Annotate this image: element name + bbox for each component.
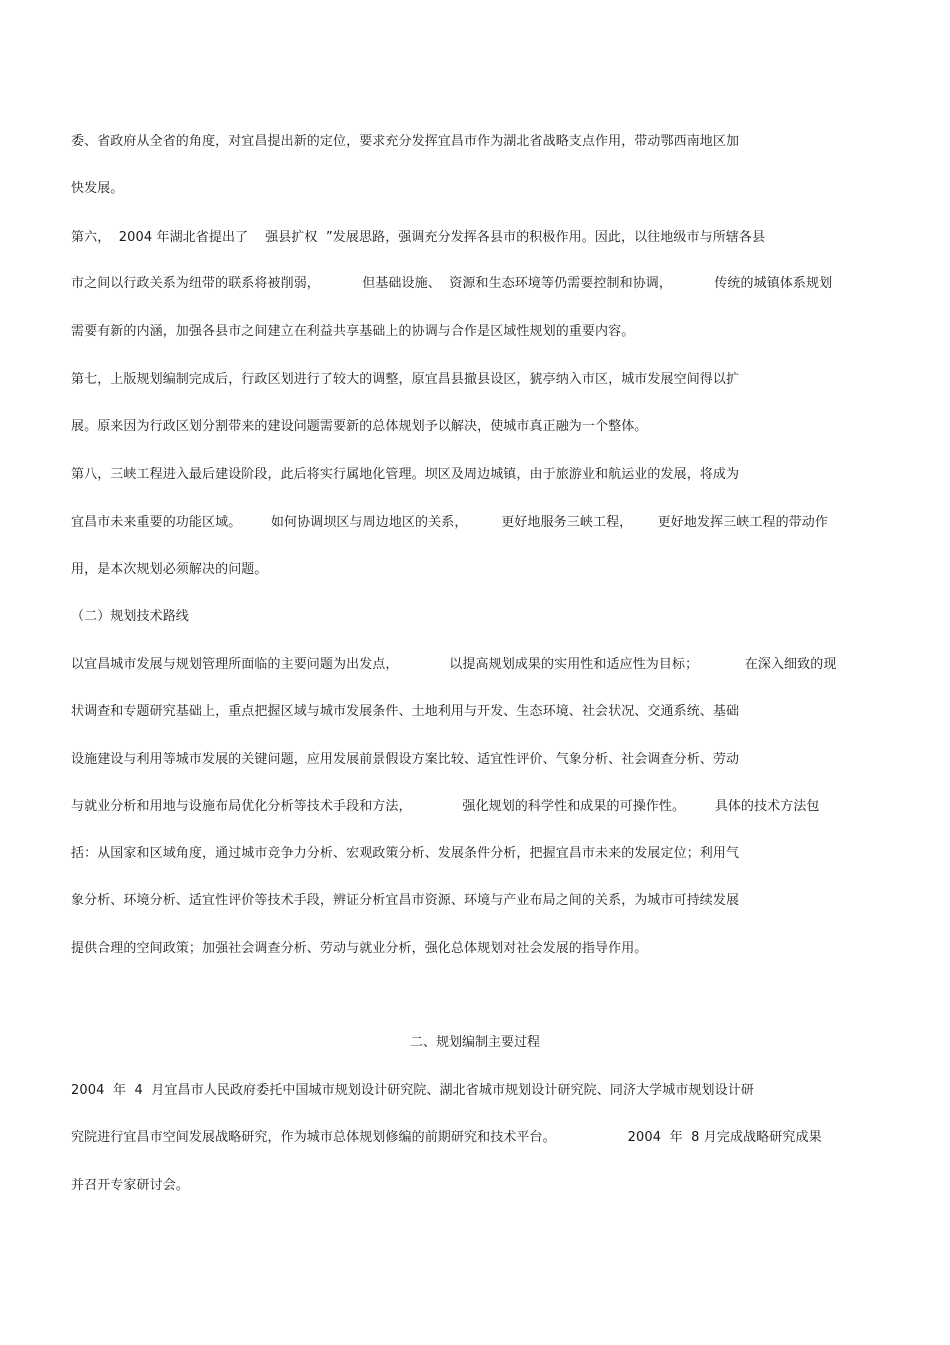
paragraph-line: 第七，上版规划编制完成后，行政区划进行了较大的调整，原宜昌县撤县设区，猇亭纳入市区，城市发展空间得以扩 [71,372,740,387]
paragraph-line: 用，是本次规划必须解决的问题。 [71,562,268,577]
paragraph-line: 括：从国家和区域角度，通过城市竞争力分析、宏观政策分析、发展条件分析，把握宜昌市未来的发展定位；利用气 [71,846,740,861]
paragraph-line: 市之间以行政关系为纽带的联系将被削弱， 但基础设施、 资源和生态环境等仍需要控制和协调， 传统的城镇体系规划 [71,276,833,291]
paragraph-line: 究院进行宜昌市空间发展战略研究，作为城市总体规划修编的前期研究和技术平台。 2004 年 8 月完成战略研究成果 [71,1130,822,1145]
paragraph-line: 以宜昌城市发展与规划管理所面临的主要问题为出发点， 以提高规划成果的实用性和适应性为目标； 在深入细致的现 [71,657,837,672]
subsection-heading: （二）规划技术路线 [71,609,189,624]
paragraph-line: 与就业分析和用地与设施布局优化分析等技术手段和方法， 强化规划的科学性和成果的可操作性。 具体的技术方法包 [71,799,820,814]
paragraph-line: 第八，三峡工程进入最后建设阶段，此后将实行属地化管理。坝区及周边城镇，由于旅游业和航运业的发展，将成为 [71,467,740,482]
paragraph-line: 第六， 2004 年湖北省提出了 强县扩权 ”发展思路，强调充分发挥各县市的积极作用。因此，以往地级市与所辖各县 [71,230,766,245]
paragraph-line: 提供合理的空间政策；加强社会调查分析、劳动与就业分析，强化总体规划对社会发展的指导作用。 [71,941,648,956]
paragraph-line: 快发展。 [71,181,124,196]
paragraph-line: 需要有新的内涵，加强各县市之间建立在利益共享基础上的协调与合作是区域性规划的重要内容。 [71,324,635,339]
paragraph-line: 象分析、环境分析、适宜性评价等技术手段，辨证分析宜昌市资源、环境与产业布局之间的关系，为城市可持续发展 [71,893,740,908]
paragraph-line: 并召开专家研讨会。 [71,1178,189,1193]
section-title: 二、规划编制主要过程 [409,1035,540,1050]
paragraph-line: 宜昌市未来重要的功能区域。 如何协调坝区与周边地区的关系， 更好地服务三峡工程， 更好地发挥三峡工程的带动作 [71,515,828,530]
paragraph-line: 委、省政府从全省的角度，对宜昌提出新的定位，要求充分发挥宜昌市作为湖北省战略支点作用，带动鄂西南地区加 [71,134,740,149]
paragraph-line: 设施建设与利用等城市发展的关键问题，应用发展前景假设方案比较、适宜性评价、气象分析、社会调查分析、劳动 [71,752,740,767]
paragraph-line: 展。原来因为行政区划分割带来的建设问题需要新的总体规划予以解决，使城市真正融为一个整体。 [71,419,648,434]
paragraph-line: 状调查和专题研究基础上，重点把握区域与城市发展条件、土地利用与开发、生态环境、社会状况、交通系统、基础 [71,704,740,719]
paragraph-line: 2004 年 4 月宜昌市人民政府委托中国城市规划设计研究院、湖北省城市规划设计研究院、同济大学城市规划设计研 [71,1083,754,1098]
